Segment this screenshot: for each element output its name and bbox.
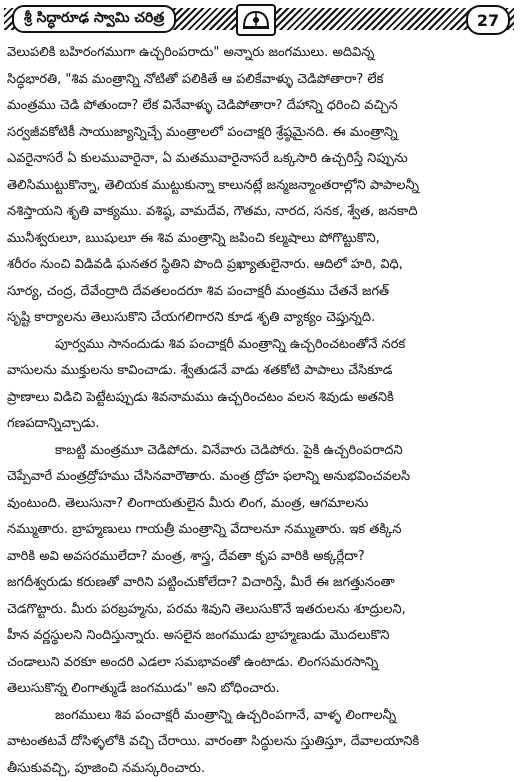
header-emblem-icon bbox=[236, 4, 276, 36]
text-line: చెడగొట్టారు. మీరు పరబ్రహ్మను, పరమ శివుని తెలుసుకొనే ఇతరులను శూద్రులని, bbox=[7, 597, 512, 624]
text-line: తీసుకువచ్చి, పూజించి నమస్కరించారు. bbox=[7, 756, 512, 782]
text-line: మంత్రము చెడి పోతుందా? లేక వినేవాళ్ళు చెడిపోతారా? దేహాన్ని ధరించి వచ్చిన bbox=[7, 93, 512, 120]
paragraph bbox=[7, 703, 512, 782]
text-line: వుంటుంది. తెలుసునా? లింగాయతులైన మీరు లింగ, మంత్ర, ఆగమాలను bbox=[7, 491, 512, 518]
page-body bbox=[7, 40, 512, 782]
running-title: శ్రీ సిద్ధారూఢ స్వామి చరిత్ర bbox=[12, 5, 176, 33]
text-line: వెలుపలికి బహిరంగముగా ఉచ్చరింపరాదు" అన్నారు జంగములు. అదివిన్న bbox=[7, 40, 512, 67]
text-line: మునీశ్వరులూ, ఋషులూ ఈ శివ మంత్రాన్ని జపించి కల్మషాలు పోగొట్టుకొని, bbox=[7, 226, 512, 253]
text-line: వాటంతటవే దోసిళ్ళలోకి వచ్చి చేరాయి. వారంతా సిద్ధులను స్తుతిస్తూ, దేవాలయానికి bbox=[7, 729, 512, 756]
paragraph bbox=[7, 40, 512, 332]
text-line: సృష్టి కార్యాలను తెలుసుకొని చేయగలిగారని కూడ శృతి వ్యాక్యం చెప్తున్నది. bbox=[7, 305, 512, 332]
text-line: హీన వర్ణస్థులని నిందిస్తున్నారు. అసలైన జంగముడు బ్రాహ్మణుడు మొదలుకొని bbox=[7, 623, 512, 650]
text-line: చెప్పేవారే మంత్రద్రోహము చేసినవారౌతారు. మంత్ర ద్రోహ ఫలాన్ని అనుభవించవలసి bbox=[7, 464, 512, 491]
text-line: కాబట్టి మంత్రమూ చెడిపోదు. వినేవారు చెడిపోరు. పైకి ఉచ్చరింపరాదని bbox=[7, 438, 512, 465]
paragraph bbox=[7, 332, 512, 438]
page-header bbox=[4, 4, 514, 34]
text-line: ఎవరైనాసరే ఏ కులమువారైనా, ఏ మతమువారైనాసరే ఒక్కసారి ఉచ్చరిస్తే నిప్పును bbox=[7, 146, 512, 173]
text-line: వాసులను ముక్తులను కావించాడు. శ్వేతుడనే వాడు శతకోటి పాపాలు చేసికూడ bbox=[7, 358, 512, 385]
text-line: జంగములు శివ పంచాక్షరీ మంత్రాన్ని ఉచ్చరింపగానే, వాళ్ళ లింగాలన్నీ bbox=[7, 703, 512, 730]
paragraph bbox=[7, 438, 512, 703]
text-line: గణపదాన్నిచ్చాడు. bbox=[7, 411, 512, 438]
text-line: నమ్ముతారు. బ్రాహ్మణులు గాయత్రీ మంత్రాన్ని వేదాలనూ నమ్ముతారు. ఇక తక్కిన bbox=[7, 517, 512, 544]
text-line: శరీరం నుంచి విడివడి ఘనతర స్థితిని పొంది ప్రఖ్యాతులైనారు. ఆదిలో హరి, విధి, bbox=[7, 252, 512, 279]
text-line: సూర్య, చంద్ర, దేవేంద్రాది దేవతలందరూ శివ పంచాక్షరీ మంత్రము చేతనే జగత్ bbox=[7, 279, 512, 306]
text-line: నశిస్తాయని శృతి వాక్యము. వశిష్ఠ, వామదేవ, గౌతమ, నారద, సనక, శ్వేత, జనకాది bbox=[7, 199, 512, 226]
text-line: సిద్ధభారతి, "శివ మంత్రాన్ని నోటితో పలికితే ఆ పలికేవాళ్ళు చెడిపోతారా? లేక bbox=[7, 67, 512, 94]
text-line: తెలుసుకొన్న లింగాత్ముడే జంగముడు" అని బోధించారు. bbox=[7, 676, 512, 703]
text-line: సర్వజీవకోటికీ సాయుజ్యాన్నిచ్చే మంత్రాలలో పంచాక్షరి శ్రేష్ఠమైనది. ఈ మంత్రాన్ని bbox=[7, 120, 512, 147]
text-line: చండాలుని వరకూ అందరి ఎడలా సమభావంతో ఉంటాడు. లింగసమరసాన్ని bbox=[7, 650, 512, 677]
text-line: ప్రాణాలు విడిచి పెట్టేటప్పుడు శివనామము ఉచ్చరించటం వలన శివుడు అతనికి bbox=[7, 385, 512, 412]
text-line: వారికి అవి అవసరములేదా? మంత్ర, శాస్త్ర, దేవతా కృప వారికి అక్కర్లేదా? bbox=[7, 544, 512, 571]
text-line: జగదీశ్వరుడు కరుణతో వారిని పట్టించుకోలేదా? విచారిస్తే, మీరే ఈ జగత్తునంతా bbox=[7, 570, 512, 597]
text-line: పూర్వము సానందుడు శివ పంచాక్షరీ మంత్రాన్ని ఉచ్చరించటంతోనే నరక bbox=[7, 332, 512, 359]
text-line: తెలిసిముట్టుకొన్నా, తెలియక ముట్టుకున్నా కాలునట్లే జన్మజన్మాంతరాల్లోని పాపాలన్నీ bbox=[7, 173, 512, 200]
page-number: 27 bbox=[466, 5, 510, 35]
